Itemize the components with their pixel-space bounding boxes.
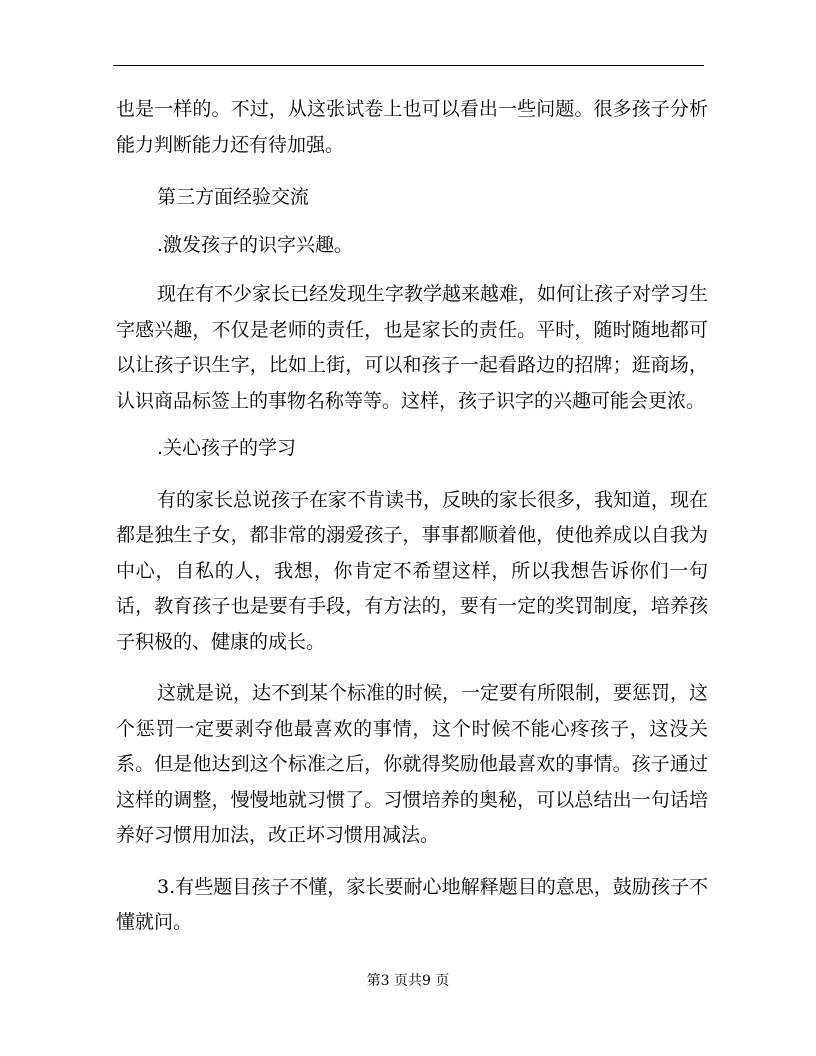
document-body: [116, 92, 708, 941]
subheading-care-study: .关心孩子的学习: [157, 437, 297, 459]
subheading-literacy-interest: .激发孩子的识字兴趣。: [157, 233, 354, 256]
section-heading: 第三方面经验交流: [157, 186, 310, 208]
header-rule: [113, 65, 704, 66]
paragraph-care-study: 有的家长总说孩子在家不肯读书，反映的家长很多，我知道，现在都是独生子女，都非常的溺爱孩子，事事都顺着他，使他养成以自我为中心，自私的人，我想，你肯定不希望这样，所以我想告诉你们一句话，教育孩子也是要有手段，有方法的，要有一定的奖罚制度，培养孩子积极的、健康的成长。: [116, 488, 709, 653]
page-number-footer: 第3 页共9 页: [366, 973, 450, 989]
paragraph-reward-punish: 这就是说，达不到某个标准的时候，一定要有所限制，要惩罚，这个惩罚一定要剥夺他最喜欢的事情，这个时候不能心疼孩子，这没关系。但是他达到这个标准之后，你就得奖励他最喜欢的事情。孩子通过这样的调整，慢慢地就习惯了。习惯培养的奥秘，可以总结出一句话培养好习惯用加法，改正坏习惯用减法。: [116, 682, 709, 846]
paragraph-explain-questions: 3.有些题目孩子不懂，家长要耐心地解释题目的意思，鼓励孩子不懂就问。: [116, 875, 708, 933]
paragraph-literacy: 现在有不少家长已经发现生字教学越来越难，如何让孩子对学习生字感兴趣，不仅是老师的责任，也是家长的责任。平时，随时随地都可以让孩子识生字，比如上街，可以和孩子一起看路边的招牌；逛商场，认识商品标签上的事物名称等等。这样，孩子识字的兴趣可能会更浓。: [116, 283, 709, 412]
paragraph-continuation: 也是一样的。不过，从这张试卷上也可以看出一些问题。很多孩子分析能力判断能力还有待加强。: [116, 98, 708, 156]
